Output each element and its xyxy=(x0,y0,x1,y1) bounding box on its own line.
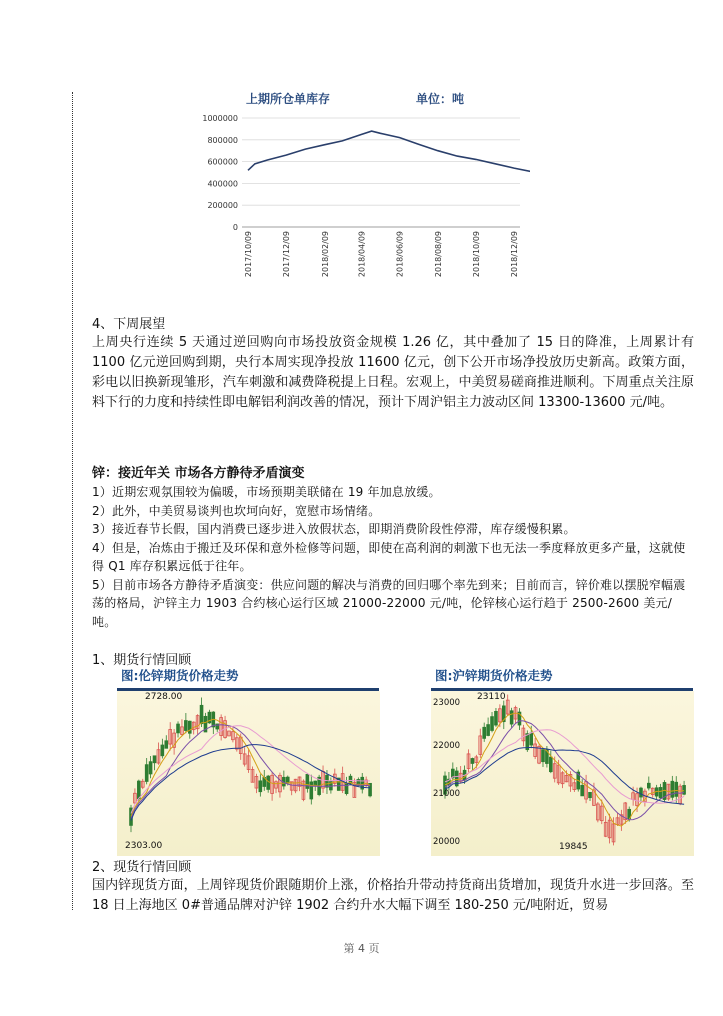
inventory-xtick-label: 2018/10/09 xyxy=(471,231,481,278)
candle-body xyxy=(137,781,140,799)
candle-body xyxy=(542,750,545,762)
candle-body xyxy=(487,725,490,736)
page-footer: 第 4 页 xyxy=(343,942,380,955)
candle-body xyxy=(659,787,662,797)
candle-body xyxy=(177,724,180,733)
lme-candlestick-chart xyxy=(117,691,380,856)
inventory-xtick-label: 2017/12/09 xyxy=(282,231,292,278)
futures-review-heading: 1、期货行情回顾 xyxy=(92,653,192,668)
zinc-point-2: 2）此外，中美贸易谈判也坎坷向好，宽慰市场情绪。 xyxy=(92,503,381,518)
moving-average-line xyxy=(131,719,370,816)
candle-body xyxy=(153,756,156,763)
inventory-xtick-label: 2018/04/09 xyxy=(357,231,367,278)
candle-body xyxy=(483,727,486,738)
spot-review-heading: 2、现货行情回顾 xyxy=(92,860,192,875)
inventory-xtick-label: 2018/12/09 xyxy=(510,231,519,278)
shfe-ytick-21000: 21000 xyxy=(433,789,461,799)
margin-dotted-line xyxy=(72,92,73,910)
candle-body xyxy=(471,758,474,763)
shfe-chart-title: 图:沪锌期货价格走势 xyxy=(431,666,693,691)
moving-average-line xyxy=(445,730,684,803)
section4-heading: 4、下周展望 xyxy=(92,317,166,332)
moving-average-line xyxy=(131,725,370,819)
lme-low-label: 2303.00 xyxy=(125,841,163,851)
candle-body xyxy=(491,717,494,731)
lme-candles xyxy=(117,691,380,856)
section4-paragraph: 上周央行连续 5 天通过逆回购向市场投放资金规模 1.26 亿，其中叠加了 15 日的降准，上周累计有 1100 亿元逆回购到期，央行本周实现净投放 11600 亿元，创下公开市场净投放历史新高。政策方面，彩电以旧换新现雏形，汽车刺激和减费降税提上日程。宏观上，中美贸易磋商推进顺利。下周重点关注原料下行的力度和持续性即电解铝利润改善的情况，预计下周沪铝主力波动区间 13300-13600 元/吨。 xyxy=(92,335,694,410)
inventory-ytick-label: 800000 xyxy=(207,135,238,145)
candle-body xyxy=(640,788,643,797)
candle-body xyxy=(549,757,552,772)
zinc-points-list xyxy=(92,483,692,631)
zinc-point-3: 3）接近春节长假，国内消费已逐步进入放假状态，即期消费阶段性停滞，库存缓慢积累。 xyxy=(92,522,576,536)
inventory-xtick-label: 2018/06/09 xyxy=(395,231,405,278)
candle-body xyxy=(510,711,513,724)
candle-body xyxy=(310,782,313,799)
shfe-ytick-22000: 22000 xyxy=(433,741,461,751)
candle-body xyxy=(149,762,152,774)
inventory-xtick-label: 2018/08/09 xyxy=(433,231,443,278)
inventory-ytick-label: 0 xyxy=(232,223,238,232)
inventory-series-line xyxy=(248,131,530,172)
inventory-ytick-label: 400000 xyxy=(207,179,238,189)
candle-body xyxy=(184,721,187,731)
shfe-candlestick-chart xyxy=(431,691,694,856)
candle-body xyxy=(188,721,191,733)
candle-body xyxy=(589,792,592,797)
candle-body xyxy=(259,781,262,792)
inventory-line-chart xyxy=(190,108,530,314)
shfe-ytick-23000: 23000 xyxy=(433,698,461,708)
moving-average-line xyxy=(445,747,684,804)
candle-body xyxy=(671,781,674,797)
shfe-candles xyxy=(431,691,694,856)
candle-body xyxy=(145,765,148,782)
shfe-low-label: 19845 xyxy=(559,842,588,852)
inventory-xtick-label: 2018/02/09 xyxy=(320,231,330,278)
candle-body xyxy=(581,785,584,795)
zinc-point-4: 4）但是，冶炼由于搬迁及环保和意外检修等问题，即使在高利润的刺激下也无法一季度释放更多产量，这就使得 Q1 库存积累远低于往年。 xyxy=(92,540,686,573)
candle-body xyxy=(495,711,498,725)
candle-body xyxy=(267,776,270,789)
lme-chart-title: 图:伦锌期货价格走势 xyxy=(117,666,379,691)
inventory-xtick-label: 2017/10/09 xyxy=(244,231,253,278)
spot-review-paragraph: 国内锌现货方面，上周锌现货价跟随期价上涨，价格抬升带动持货商出货增加，现货升水进一步回落。至 18 日上海地区 0#普通品牌对沪锌 1902 合约升水大幅下调至 180-250 元/吨附近，贸易 xyxy=(92,878,694,913)
inventory-ytick-label: 1000000 xyxy=(202,114,238,123)
candle-body xyxy=(161,745,164,756)
shfe-high-label: 23110 xyxy=(477,692,506,702)
moving-average-line xyxy=(131,726,370,814)
inventory-ytick-label: 200000 xyxy=(207,201,238,211)
lme-high-label: 2728.00 xyxy=(145,692,183,702)
candle-body xyxy=(165,741,168,748)
inventory-ytick-label: 600000 xyxy=(207,157,238,167)
candle-body xyxy=(647,783,650,788)
candle-body xyxy=(530,733,533,745)
zinc-point-1: 1）近期宏观氛围较为偏暖，市场预期美联储在 19 年加息放缓。 xyxy=(92,485,441,499)
zinc-section-title: 锌：接近年关 市场各方静待矛盾演变 xyxy=(92,466,305,481)
candle-body xyxy=(326,775,329,787)
candle-body xyxy=(675,782,678,796)
shfe-ytick-20000: 20000 xyxy=(433,837,461,847)
zinc-point-5: 5）目前市场各方静待矛盾演变：供应问题的解决与消费的回归哪个率先到来；目前而言，锌价难以摆脱窄幅震荡的格局，沪锌主力 1903 合约核心运行区域 21000-22000 元/吨，伦锌核心运行趋于 2500-2600 美元/吨。 xyxy=(92,577,686,629)
inventory-chart-title: 上期所仓单库存 xyxy=(246,92,331,106)
inventory-chart-unit: 单位：吨 xyxy=(416,92,465,106)
candle-body xyxy=(200,705,203,723)
